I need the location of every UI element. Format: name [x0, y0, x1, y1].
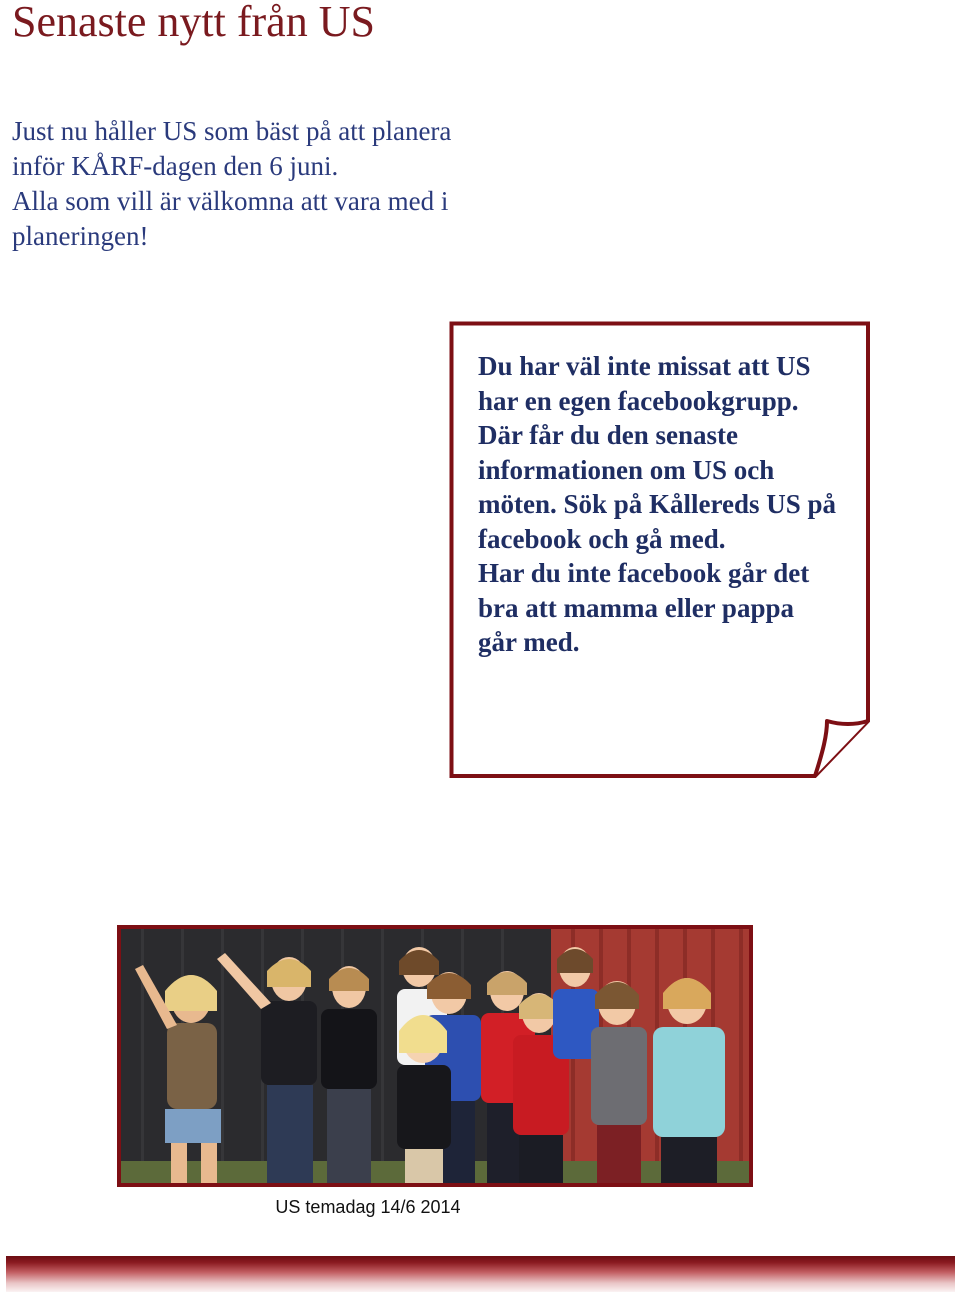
- intro-text: [12, 114, 452, 254]
- intro-paragraph: Just nu håller US som bäst på att planera inför KÅRF-dagen den 6 juni.: [12, 116, 452, 181]
- note-paragraph: Du har väl inte missat att US har en egen facebookgrupp. Där får du den senaste informationen om US och möten. Sök på Kållereds US på facebook och gå med.: [478, 351, 837, 554]
- photo-caption: US temadag 14/6 2014: [275, 1197, 461, 1217]
- note-paragraph: Har du inte facebook går det bra att mamma eller pappa går med.: [478, 558, 810, 657]
- info-note: [449, 321, 873, 781]
- group-photo: [117, 925, 753, 1187]
- note-text: [478, 349, 838, 660]
- intro-paragraph: Alla som vill är välkomna att vara med i planeringen!: [12, 186, 449, 251]
- footer-bar: [6, 1256, 955, 1292]
- page-title: Senaste nytt från US: [12, 0, 375, 46]
- group-photo-illustration: [121, 929, 749, 1183]
